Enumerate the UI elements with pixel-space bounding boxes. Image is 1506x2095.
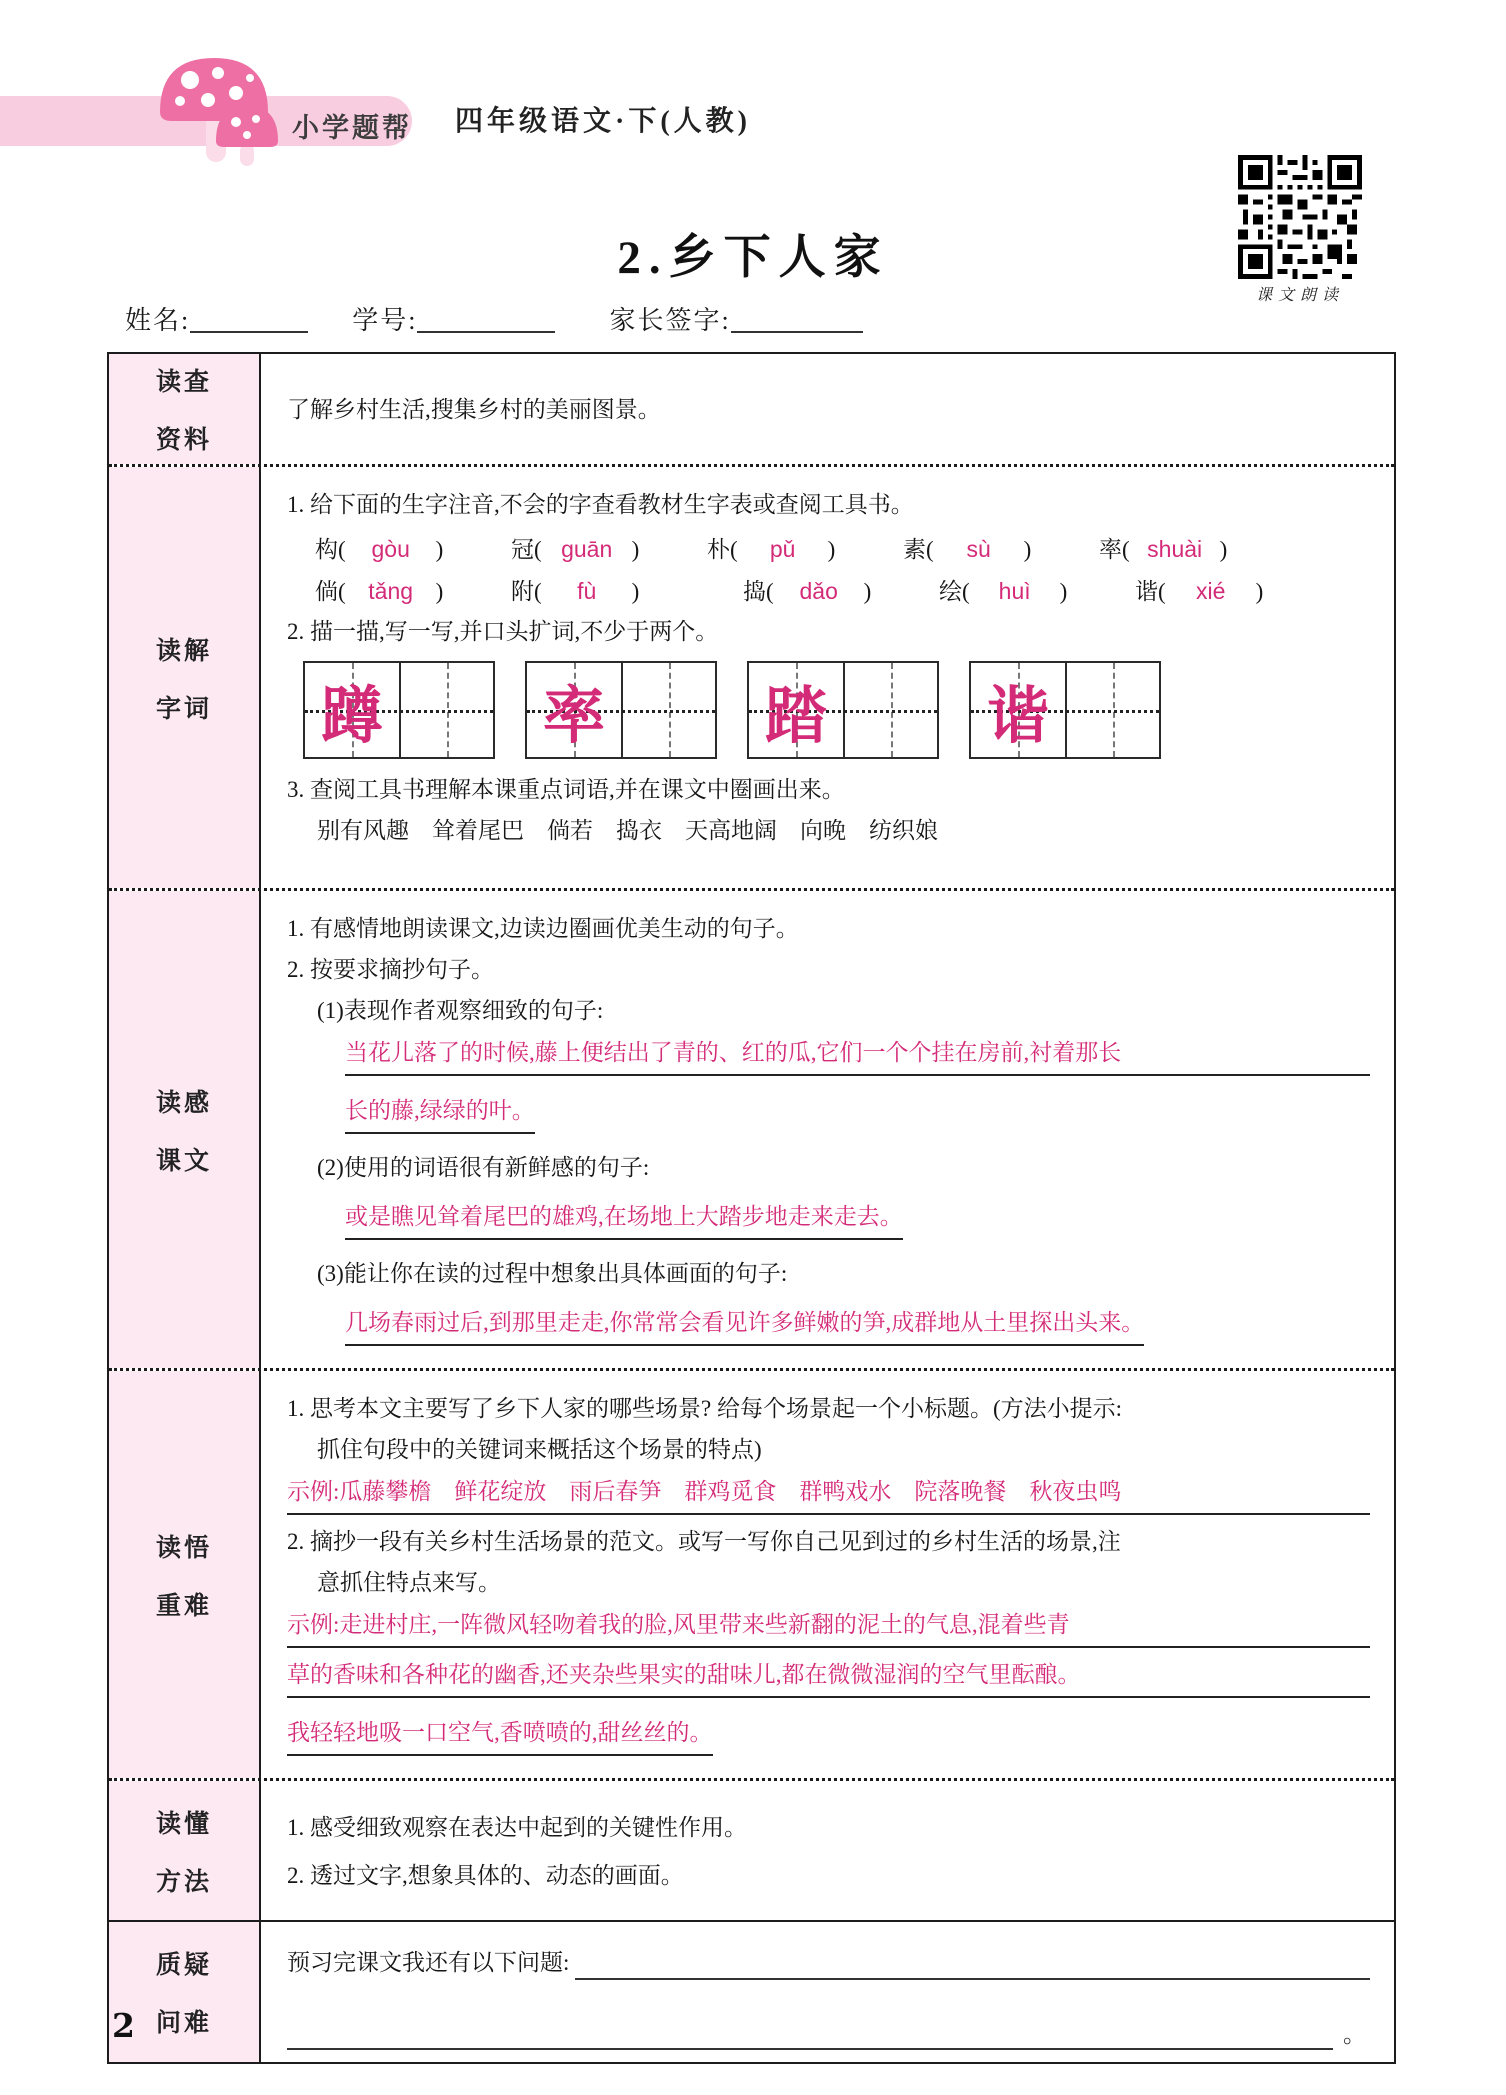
- answer-text: 我轻轻地吸一口空气,香喷喷的,甜丝丝的。: [287, 1716, 713, 1756]
- character-writing-grids: [303, 661, 1370, 759]
- questions-prompt: 预习完课文我还有以下问题:: [287, 1950, 570, 1975]
- section-words-label: 读解 字词: [109, 467, 261, 888]
- section-key-points: [109, 1368, 1394, 1778]
- keypoints-q2-text-cont: 意抓住特点来写。: [317, 1570, 501, 1595]
- keypoints-q1-text-cont: 抓住句段中的关键词来概括这个场景的特点): [317, 1437, 762, 1462]
- empty-writing-cell: [621, 663, 715, 757]
- section-research: [109, 354, 1394, 464]
- pinyin-answer: pǔ: [769, 536, 796, 562]
- student-fields: [125, 300, 863, 337]
- section-methods-label: 读懂 方法: [109, 1781, 261, 1920]
- pinyin-item: 素( sù ): [903, 536, 1032, 562]
- section-research-label: 读查 资料: [109, 354, 261, 464]
- words-q2-text: 2. 描一描,写一写,并口头扩词,不少于两个。: [287, 619, 719, 644]
- answer-text: 示例:走进村庄,一阵微风轻吻着我的脸,风里带来些新翻的泥土的气息,混着些青: [287, 1608, 1370, 1648]
- student-id-blank: [417, 307, 555, 333]
- section-questions: [109, 1920, 1394, 2062]
- trace-character: 蹲: [320, 682, 383, 751]
- pinyin-item: 朴( pǔ ): [707, 536, 836, 562]
- section-methods: [109, 1778, 1394, 1920]
- section-reading: [109, 888, 1394, 1368]
- answer-text: 当花儿落了的时候,藤上便结出了青的、红的瓜,它们一个个挂在房前,衬着那长: [345, 1036, 1370, 1076]
- pinyin-answer: huì: [998, 578, 1031, 604]
- pinyin-row-2: [315, 573, 1370, 606]
- pinyin-item: 谐( xié ): [1135, 578, 1264, 604]
- mushroom-logo-icon: [152, 48, 290, 170]
- keypoints-q2-text: 2. 摘抄一段有关乡村生活场景的范文。或写一写你自己见到过的乡村生活的场景,注: [287, 1529, 1121, 1554]
- qr-caption: 课文朗读: [1255, 287, 1344, 304]
- pinyin-row-1: [315, 531, 1370, 564]
- writing-grid: [525, 661, 717, 759]
- answer-text: 长的藤,绿绿的叶。: [345, 1094, 535, 1134]
- pinyin-answer: guān: [561, 536, 613, 562]
- methods-item2-text: 2. 透过文字,想象具体的、动态的画面。: [287, 1862, 684, 1888]
- trace-character: 率: [542, 682, 605, 751]
- trace-character: 谐: [986, 682, 1049, 751]
- methods-item1-text: 1. 感受细致观察在表达中起到的关键性作用。: [287, 1814, 747, 1840]
- edition-label: 四年级语文·下(人教): [455, 106, 751, 137]
- name-label: 姓名:: [125, 306, 191, 335]
- section-key-points-label: 读悟 重难: [109, 1371, 261, 1778]
- student-id-label: 学号:: [352, 306, 418, 335]
- pinyin-item: 构( gòu ): [315, 536, 444, 562]
- research-task-text: 了解乡村生活,搜集乡村的美丽图景。: [287, 397, 661, 422]
- keypoints-q1-text: 1. 思考本文主要写了乡下人家的哪些场景? 给每个场景起一个小标题。(方法小提示:: [287, 1396, 1123, 1421]
- pinyin-answer: gòu: [371, 536, 410, 562]
- section-questions-label: 质疑 问难: [109, 1922, 261, 2062]
- answer-text: 几场春雨过后,到那里走走,你常常会看见许多鲜嫩的笋,成群地从土里探出头来。: [345, 1306, 1144, 1346]
- section-words: [109, 464, 1394, 888]
- brand-name: 小学题帮: [292, 113, 412, 143]
- empty-writing-cell: [1065, 663, 1159, 757]
- pinyin-item: 冠( guān ): [511, 536, 640, 562]
- pinyin-item: 捣( dǎo ): [743, 578, 872, 604]
- reading-q2-text: 2. 按要求摘抄句子。: [287, 957, 494, 982]
- words-q3-text: 3. 查阅工具书理解本课重点词语,并在课文中圈画出来。: [287, 777, 845, 802]
- reading-sub2-label: (2)使用的词语很有新鲜感的句子:: [317, 1155, 650, 1180]
- pinyin-answer: shuài: [1147, 536, 1203, 562]
- answer-text: 示例:瓜藤攀檐 鲜花绽放 雨后春笋 群鸡觅食 群鸭戏水 院落晚餐 秋夜虫鸣: [287, 1475, 1370, 1515]
- empty-writing-cell: [399, 663, 493, 757]
- section-reading-label: 读感 课文: [109, 891, 261, 1368]
- pinyin-answer: dǎo: [799, 578, 838, 604]
- key-word-list: 别有风趣 耸着尾巴 倘若 捣衣 天高地阔 向晚 纺织娘: [317, 818, 938, 843]
- pinyin-item: 附( fù ): [511, 578, 640, 604]
- answer-text: 草的香味和各种花的幽香,还夹杂些果实的甜味儿,都在微微湿润的空气里酝酿。: [287, 1658, 1370, 1698]
- reading-sub3-label: (3)能让你在读的过程中想象出具体画面的句子:: [317, 1261, 788, 1286]
- trace-character: 踏: [764, 682, 827, 751]
- pinyin-answer: fù: [577, 578, 597, 604]
- parent-signature-label: 家长签字:: [609, 306, 731, 335]
- lesson-title: 2.乡下人家: [617, 232, 889, 284]
- answer-blank-line: [287, 2020, 1333, 2050]
- words-q1-text: 1. 给下面的生字注音,不会的字查看教材生字表或查阅工具书。: [287, 492, 914, 517]
- pinyin-item: 率( shuài ): [1099, 536, 1228, 562]
- pinyin-item: 倘( tǎng ): [315, 578, 444, 604]
- parent-signature-blank: [731, 307, 863, 333]
- preview-worksheet-table: [107, 352, 1396, 2064]
- reading-sub1-label: (1)表现作者观察细致的句子:: [317, 998, 604, 1023]
- pinyin-answer: sù: [966, 536, 991, 562]
- period-mark: 。: [1343, 2022, 1366, 2047]
- name-blank: [190, 307, 308, 333]
- writing-grid: [747, 661, 939, 759]
- pinyin-answer: xié: [1195, 578, 1226, 604]
- empty-writing-cell: [843, 663, 937, 757]
- answer-blank-line: [575, 1950, 1370, 1980]
- page-number: 2: [112, 2006, 135, 2045]
- pinyin-item: 绘( huì ): [939, 578, 1068, 604]
- writing-grid: [969, 661, 1161, 759]
- reading-q1-text: 1. 有感情地朗读课文,边读边圈画优美生动的句子。: [287, 916, 799, 941]
- writing-grid: [303, 661, 495, 759]
- answer-text: 或是瞧见耸着尾巴的雄鸡,在场地上大踏步地走来走去。: [345, 1200, 903, 1240]
- pinyin-answer: tǎng: [368, 578, 414, 604]
